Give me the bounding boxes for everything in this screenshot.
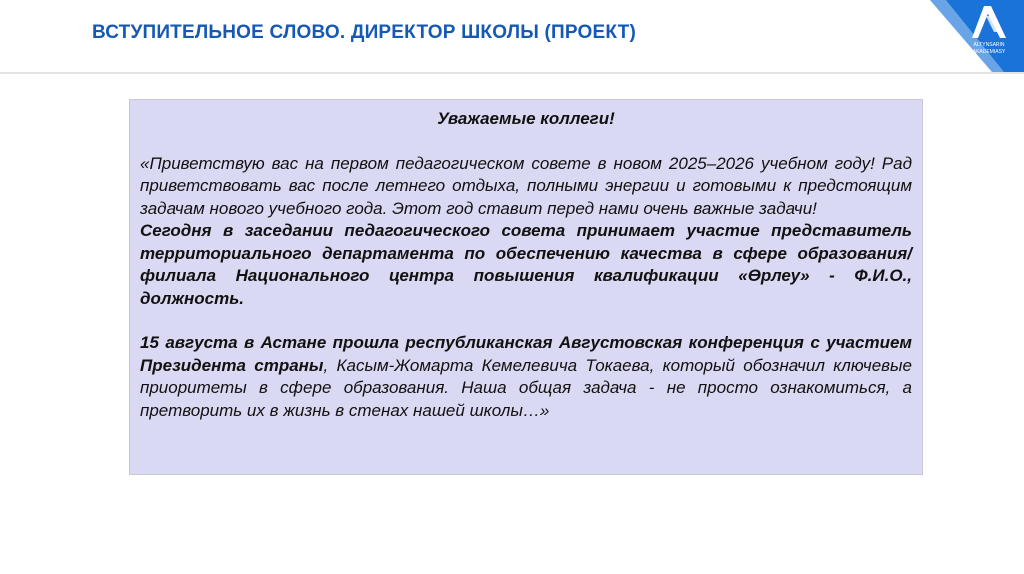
logo-text-1: ALTYNSARIN (973, 42, 1005, 48)
slide-header (0, 0, 1024, 74)
logo-text-2: AKADEMIASY (972, 49, 1006, 55)
speech-text-box (129, 99, 923, 475)
academy-logo-icon (894, 0, 1024, 72)
greeting-heading: Уважаемые коллеги! (437, 109, 615, 128)
paragraph-guest: Сегодня в заседании педагогического совета принимает участие представитель территориального департамента по обеспечению качества в сфере образования/ филиала Национального центра повышения квалификации «Өрлеу» - Ф.И.О., должность. (140, 221, 912, 308)
paragraph-welcome: «Приветствую вас на первом педагогическом совете в новом 2025–2026 учебном году! Рад приветствовать вас после летнего отдыха, полными энергии и готовыми к предстоящим задачам нового учебного года. Этот год ставит перед нами очень важные задачи! (140, 153, 912, 218)
paragraph-conference (140, 332, 912, 422)
conference-bold-text: 15 августа в Астане прошла республиканская Августовская конференция с участием Президента страны (140, 333, 912, 375)
conference-rest-text: , Касым-Жомарта Кемелевича Токаева, который обозначил ключевые приоритеты в сфере образования. Наша общая задача - не просто ознакомиться, а претворить их в жизнь в стенах нашей школы…» (140, 355, 912, 420)
slide-title: ВСТУПИТЕЛЬНОЕ СЛОВО. ДИРЕКТОР ШКОЛЫ (ПРОЕКТ) (92, 22, 636, 43)
paragraph-spacer (140, 310, 912, 332)
